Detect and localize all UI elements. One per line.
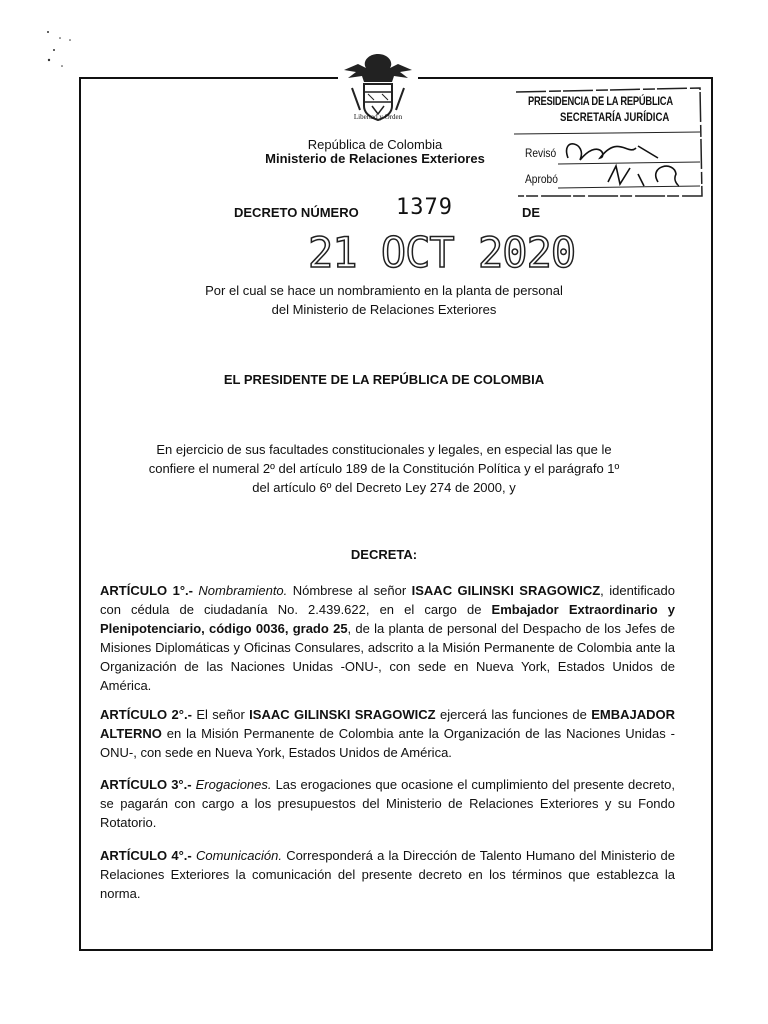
subject-line-2: del Ministerio de Relaciones Exteriores (271, 302, 497, 317)
article-4-title: Comunicación. (195, 848, 282, 863)
article-1-text-b: , identificado con cédula de ciudadanía No. 2.439.622, en el cargo de (100, 583, 675, 617)
article-3 (100, 775, 675, 832)
article-1-position: Embajador Extraordinario y Plenipotenciario, código 0036, grado 25 (100, 602, 676, 636)
preamble-line-1: En ejercicio de sus facultades constitucionales y legales, en especial las que le (156, 442, 612, 457)
article-4 (100, 846, 675, 903)
legal-office-stamp (508, 86, 706, 198)
subject-line-1: Por el cual se hace un nombramiento en la planta de personal (205, 283, 563, 298)
stamp-title: PRESIDENCIA DE LA REPÚBLICA (528, 94, 673, 108)
header-ministry: Ministerio de Relaciones Exteriores (265, 151, 485, 166)
article-2-text-a: El señor (196, 707, 245, 722)
decree-label: DECRETO NÚMERO (234, 205, 359, 220)
preamble-line-3: del artículo 6º del Decreto Ley 274 de 2000, y (252, 480, 516, 495)
article-2 (100, 705, 675, 762)
president-heading: EL PRESIDENTE DE LA REPÚBLICA DE COLOMBIA (223, 372, 545, 387)
article-2-label: ARTÍCULO 2°.- (100, 707, 192, 722)
article-3-label: ARTÍCULO 3°.- (100, 777, 192, 792)
article-2-role: EMBAJADOR ALTERNO (100, 707, 676, 741)
header-republic: República de Colombia (307, 137, 443, 152)
article-3-title: Erogaciones. (195, 777, 272, 792)
decree-de: DE (522, 205, 541, 220)
stamp-revised-label: Revisó (525, 146, 557, 160)
preamble-line-2: confiere el numeral 2º del artículo 189 de la Constitución Política y el parágrafo 1º (148, 461, 620, 476)
article-1-label: ARTÍCULO 1°.- (100, 583, 193, 598)
stamp-approved-label: Aprobó (525, 172, 558, 186)
article-2-person: ISAAC GILINSKI SRAGOWICZ (249, 707, 436, 722)
article-4-text: Corresponderá a la Dirección de Talento Humano del Ministerio de Relaciones Exteriores la comunicación del presente decreto en los términos que establezca la norma. (100, 848, 676, 901)
article-1-text-a: Nómbrese al señor (292, 583, 407, 598)
decreta-heading: DECRETA: (350, 547, 418, 562)
article-3-text: Las erogaciones que ocasione el cumplimiento del presente decreto, se pagarán con cargo a los presupuestos del Ministerio de Relaciones Exteriores y su Fondo Rotatorio. (100, 777, 675, 830)
article-1-person: ISAAC GILINSKI SRAGOWICZ (411, 583, 601, 598)
decree-date: 21 OCT 2020 (308, 228, 576, 277)
stamp-subtitle: SECRETARÍA JURÍDICA (560, 110, 670, 124)
article-2-text-c: en la Misión Permanente de Colombia ante la Organización de las Naciones Unidas -ONU-, con sede en Nueva York, Estados Unidos de América. (100, 726, 675, 760)
decree-number: 1379 (396, 195, 453, 220)
article-1 (100, 581, 675, 695)
motto: Libertad y Orden (353, 113, 403, 121)
article-1-title: Nombramiento. (198, 583, 288, 598)
article-4-label: ARTÍCULO 4°.- (100, 848, 192, 863)
article-1-text-c: , de la planta de personal del Despacho de los Jefes de Misiones Diplomáticas y Oficinas Consulares, adscrito a la Misión Permanente de Colombia ante la Organización de las Naciones Unidas -ONU-, con sede en Nueva York, Estados Unidos de América. (100, 621, 675, 693)
article-2-text-b: ejercerá las funciones de (440, 707, 587, 722)
scan-specks (40, 28, 80, 68)
